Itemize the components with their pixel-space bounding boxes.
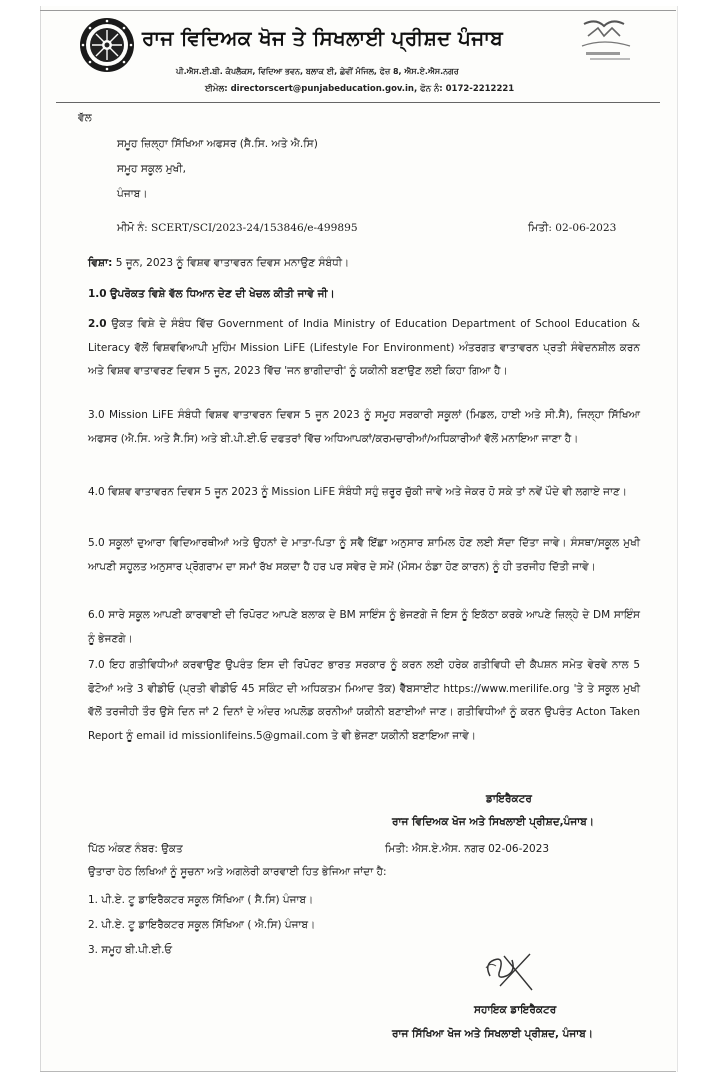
paragraph-number: 1.0 bbox=[88, 288, 107, 300]
header-divider bbox=[56, 102, 660, 103]
subject-line bbox=[88, 257, 349, 270]
endorsement-ref: ਪਿੱਠ ਅੰਕਣ ਨੰਬਰ: ਉਕਤ bbox=[88, 843, 183, 855]
assistant-director-title: ਸਹਾਇਕ ਡਾਇਰੈਕਟਰ bbox=[474, 1004, 557, 1016]
endorsement-date: ਮਿਤੀ: ਐਸ.ਏ.ਐਸ. ਨਗਰ 02-06-2023 bbox=[385, 843, 550, 855]
paragraph-7 bbox=[88, 654, 640, 748]
recipient-line-2: ਸਮੂਹ ਸਕੂਲ ਮੁਖੀ, bbox=[117, 163, 186, 175]
letterhead-title: ਰਾਜ ਵਿਦਿਅਕ ਖੋਜ ਤੇ ਸਿਖਲਾਈ ਪ੍ਰੀਸ਼ਦ ਪੰਜਾਬ bbox=[142, 26, 504, 50]
paragraph-text: Mission LiFE ਸੰਬੰਧੀ ਵਿਸ਼ਵ ਵਾਤਾਵਰਨ ਦਿਵਸ 5 ਜੂਨ 2023 ਨੂੰ ਸਮੂਹ ਸਰਕਾਰੀ ਸਕੂਲਾਂ (ਮਿਡਲ, ਹਾਈ ਅਤੇ ਸੀ.ਸੈ), ਜਿਲ੍ਹਾ ਸਿੱਖਿਆ ਅਫਸਰ (ਐ.ਸਿ. ਅਤੇ ਸੈ.ਸਿ) ਅਤੇ ਬੀ.ਪੀ.ਈ.ਓ ਦਫਤਰਾਂ ਵਿੱਚ ਅਧਿਆਪਕਾਂ/ਕਰਮਚਾਰੀਆਂ/ਅਧਿਕਾਰੀਆਂ ਵੱਲੋਂ ਮਨਾਇਆ ਜਾਣਾ ਹੈ। bbox=[88, 409, 640, 445]
paragraph-4 bbox=[88, 481, 640, 505]
memo-number: ਮੀਮੋ ਨੰ: SCERT/SCI/2023-24/153846/e-499895 bbox=[117, 222, 358, 234]
recipient-line-3: ਪੰਜਾਬ। bbox=[117, 188, 148, 200]
paragraph-number: 5.0 bbox=[88, 537, 105, 549]
paragraph-5 bbox=[88, 532, 640, 579]
director-org: ਰਾਜ ਵਿਦਿਅਕ ਖੋਜ ਅਤੇ ਸਿਖਲਾਈ ਪ੍ਰੀਸ਼ਦ,ਪੰਜਾਬ। bbox=[392, 816, 594, 828]
paragraph-3 bbox=[88, 404, 640, 451]
subject-label: ਵਿਸ਼ਾ: bbox=[88, 257, 113, 269]
paragraph-number: 6.0 bbox=[88, 609, 105, 621]
endorsement-item: 1. ਪੀ.ਏ. ਟੂ ਡਾਇਰੈਕਟਰ ਸਕੂਲ ਸਿੱਖਿਆ ( ਸੈ.ਸਿ) ਪੰਜਾਬ। bbox=[88, 894, 314, 906]
letterhead-email-phone: ਈਮੇਲ: directorscert@punjabeducation.gov.in, ਫੋਨ ਨੰ: 0172-2212221 bbox=[205, 84, 515, 94]
paragraph-text: ਸਾਰੇ ਸਕੂਲ ਆਪਣੀ ਕਾਰਵਾਈ ਦੀ ਰਿਪੋਰਟ ਆਪਣੇ ਬਲਾਕ ਦੇ BM ਸਾਇੰਸ ਨੂੰ ਭੇਜਣਗੇ ਜੋ ਇਸ ਨੂੰ ਇਕੱਠਾ ਕਰਕੇ ਆਪਣੇ ਜ਼ਿਲ੍ਹੇ ਦੇ DM ਸਾਇੰਸ ਨੂੰ ਭੇਜਣਗੇ। bbox=[88, 609, 640, 645]
paragraph-number: 3.0 bbox=[88, 409, 105, 421]
paragraph-2 bbox=[88, 313, 640, 384]
letterhead-address: ਪੀ.ਐਸ.ਈ.ਬੀ. ਕੰਪਲੈਕਸ, ਵਿਦਿਆ ਭਵਨ, ਬਲਾਕ ਈ, ਛੇਵੀਂ ਮੰਜਿਲ, ਫੇਜ਼ 8, ਐਸ.ਏ.ਐਸ.ਨਗਰ bbox=[176, 67, 459, 76]
page-top-edge bbox=[40, 10, 676, 11]
paragraph-number: 2.0 bbox=[88, 318, 107, 330]
endorsement-intro: ਉਤਾਰਾ ਹੇਠ ਲਿਖਿਆਂ ਨੂੰ ਸੂਚਨਾ ਅਤੇ ਅਗਲੇਰੀ ਕਾਰਵਾਈ ਹਿਤ ਭੇਜਿਆ ਜਾਂਦਾ ਹੈ: bbox=[88, 866, 387, 878]
director-title: ਡਾਇਰੈਕਟਰ bbox=[486, 793, 532, 805]
handwritten-signature-icon bbox=[470, 946, 540, 996]
paragraph-number: 7.0 bbox=[88, 659, 105, 671]
mission-life-logo-icon bbox=[574, 16, 640, 68]
to-label: ਵੱਲ bbox=[78, 112, 92, 124]
paragraph-text: ਉਕਤ ਵਿਸ਼ੇ ਦੇ ਸੰਬੰਧ ਵਿੱਚ Government of India Ministry of Education Department of School Education & Literacy ਵੱਲੋਂ ਵਿਸ਼ਵਵਿਆਪੀ ਮੁਹਿੰਮ Mission LiFE (Lifestyle For Environment) ਅੰਤਰਗਤ ਵਾਤਾਵਰਨ ਪ੍ਰਤੀ ਸੰਵੇਦਨਸ਼ੀਲ ਕਰਨ ਅਤੇ ਵਿਸ਼ਵ ਵਾਤਾਵਰਣ ਦਿਵਸ 5 ਜੂਨ, 2023 ਵਿੱਚ 'ਜਨ ਭਾਗੀਦਾਰੀ' ਨੂੰ ਯਕੀਨੀ ਬਣਾਉਣ ਲਈ ਕਿਹਾ ਗਿਆ ਹੈ। bbox=[88, 318, 640, 377]
subject-text: 5 ਜੂਨ, 2023 ਨੂੰ ਵਿਸ਼ਵ ਵਾਤਾਵਰਨ ਦਿਵਸ ਮਨਾਉਣ ਸੰਬੰਧੀ। bbox=[115, 257, 350, 269]
page-bottom-edge bbox=[40, 1071, 676, 1072]
assistant-director-org: ਰਾਜ ਸਿੱਖਿਆ ਖੋਜ ਅਤੇ ਸਿਖਲਾਈ ਪ੍ਰੀਸ਼ਦ, ਪੰਜਾਬ। bbox=[392, 1028, 593, 1040]
paragraph-text: ਸਕੂਲਾਂ ਦੁਆਰਾ ਵਿਦਿਆਰਥੀਆਂ ਅਤੇ ਉਹਨਾਂ ਦੇ ਮਾਤਾ-ਪਿਤਾ ਨੂੰ ਸਵੈ ਇੱਛਾ ਅਨੁਸਾਰ ਸ਼ਾਮਿਲ ਹੋਣ ਲਈ ਸੱਦਾ ਦਿੱਤਾ ਜਾਵੇ। ਸੰਸਥਾ/ਸਕੂਲ ਮੁਖੀ ਆਪਣੀ ਸਹੂਲਤ ਅਨੁਸਾਰ ਪ੍ਰੋਗਰਾਮ ਦਾ ਸਮਾਂ ਰੱਖ ਸਕਦਾ ਹੈ ਹਰ ਪਰ ਸਵੇਰ ਦੇ ਸਮੇਂ (ਮੌਸਮ ਠੰਡਾ ਹੋਣ ਕਾਰਨ) ਨੂੰ ਹੀ ਤਰਜੀਹ ਦਿੱਤੀ ਜਾਵੇ। bbox=[88, 537, 640, 573]
endorsement-item: 2. ਪੀ.ਏ. ਟੂ ਡਾਇਰੈਕਟਰ ਸਕੂਲ ਸਿੱਖਿਆ ( ਐ.ਸਿ) ਪੰਜਾਬ। bbox=[88, 919, 316, 931]
endorsement-item: 3. ਸਮੂਹ ਬੀ.ਪੀ.ਈ.ਓ bbox=[88, 944, 172, 956]
memo-date: ਮਿਤੀ: 02-06-2023 bbox=[528, 222, 617, 234]
paragraph-1 bbox=[88, 283, 640, 307]
paragraph-number: 4.0 bbox=[88, 486, 105, 498]
recipient-line-1: ਸਮੂਹ ਜ਼ਿਲ੍ਹਾ ਸਿੱਖਿਆ ਅਫਸਰ (ਸੈ.ਸਿ. ਅਤੇ ਐ.ਸਿ) bbox=[117, 138, 318, 150]
paragraph-text: ਵਿਸ਼ਵ ਵਾਤਾਵਰਨ ਦਿਵਸ 5 ਜੂਨ 2023 ਨੂੰ Mission LiFE ਸੰਬੰਧੀ ਸਹੁੰ ਜ਼ਰੂਰ ਚੁੱਕੀ ਜਾਵੇ ਅਤੇ ਜੇਕਰ ਹੋ ਸਕੇ ਤਾਂ ਨਵੇਂ ਪੌਦੇ ਵੀ ਲਗਾਏ ਜਾਣ। bbox=[108, 486, 627, 498]
paragraph-6 bbox=[88, 604, 640, 651]
paragraph-text: ਇਹ ਗਤੀਵਿਧੀਆਂ ਕਰਵਾਉਣ ਉਪਰੰਤ ਇਸ ਦੀ ਰਿਪੋਰਟ ਭਾਰਤ ਸਰਕਾਰ ਨੂੰ ਕਰਨ ਲਈ ਹਰੇਕ ਗਤੀਵਿਧੀ ਦੀ ਕੈਪਸ਼ਨ ਸਮੇਤ ਵੇਰਵੇ ਨਾਲ 5 ਫੋਟੋਆਂ ਅਤੇ 3 ਵੀਡੀਓ (ਪ੍ਰਤੀ ਵੀਡੀਓ 45 ਸਕਿੰਟ ਦੀ ਅਧਿਕਤਮ ਮਿਆਦ ਤੱਕ) ਵੈੱਬਸਾਈਟ https://www.merilife.org 'ਤੇ ਤੇ ਸਕੂਲ ਮੁਖੀ ਵੱਲੋਂ ਤਰਜੀਹੀ ਤੌਰ ਉਸੇ ਦਿਨ ਜਾਂ 2 ਦਿਨਾਂ ਦੇ ਅੰਦਰ ਅਪਲੋਡ ਕਰਨੀਆਂ ਯਕੀਨੀ ਬਣਾਈਆਂ ਜਾਣ। ਗਤੀਵਿਧੀਆਂ ਨੂੰ ਕਰਨ ਉਪਰੰਤ Acton Taken Report ਨੂੰ email id missionlifeins.5@gmail.com ਤੇ ਵੀ ਭੇਜਣਾ ਯਕੀਨੀ ਬਣਾਇਆ ਜਾਵੇ। bbox=[88, 659, 640, 742]
paragraph-text: ਉਪਰੋਕਤ ਵਿਸ਼ੇ ਵੱਲ ਧਿਆਨ ਦੇਣ ਦੀ ਖੇਚਲ ਕੀਤੀ ਜਾਵੇ ਜੀ। bbox=[109, 288, 335, 300]
scert-emblem-icon bbox=[78, 16, 136, 74]
